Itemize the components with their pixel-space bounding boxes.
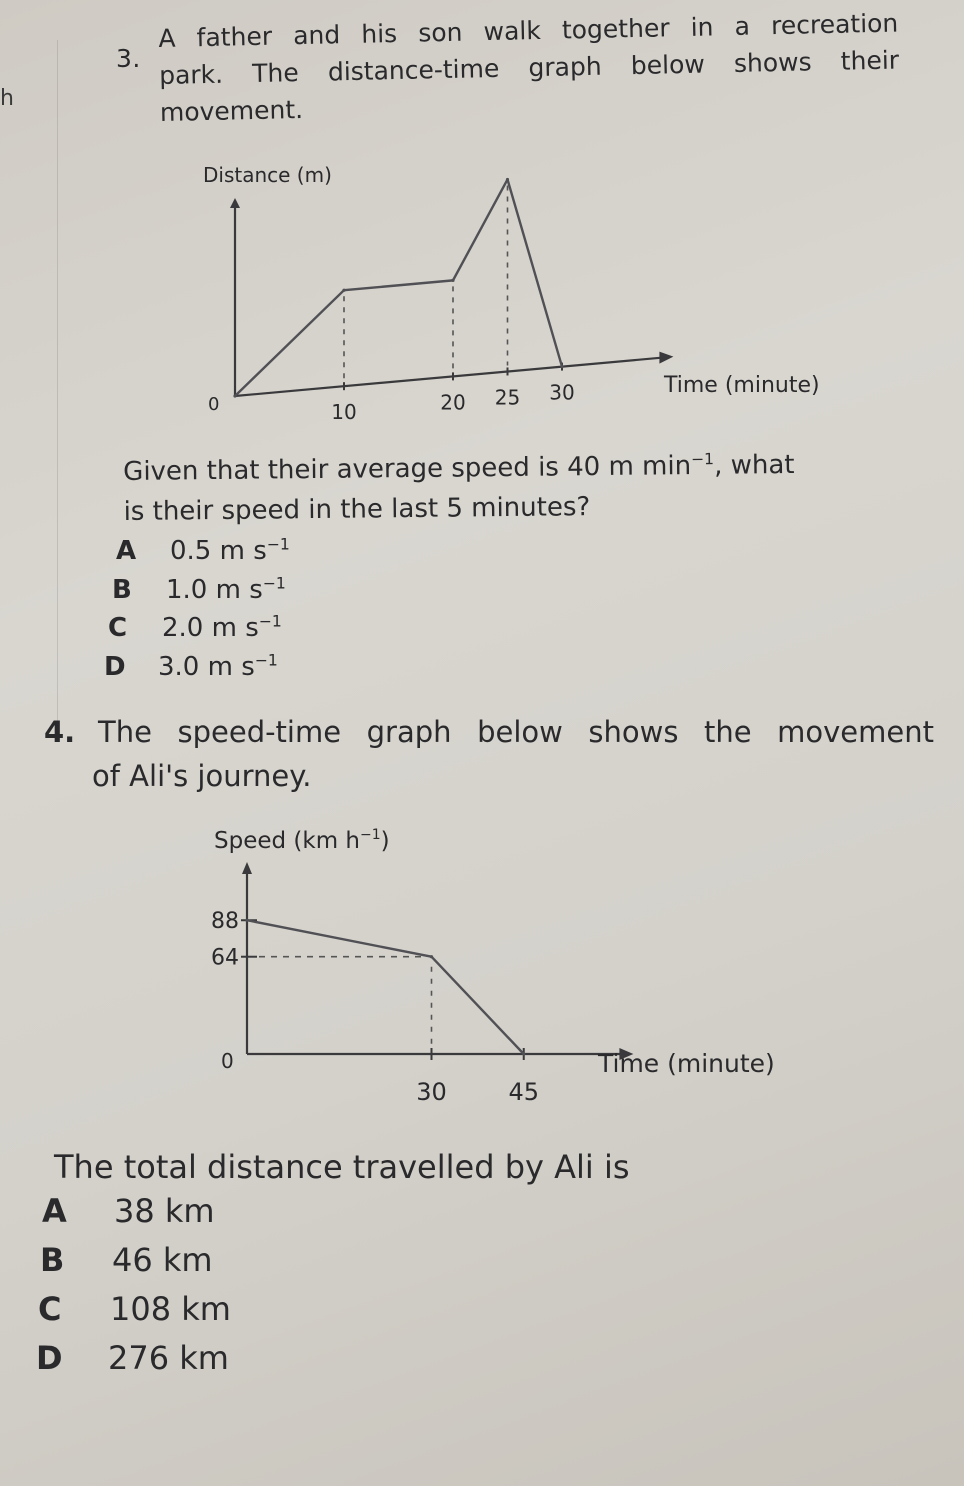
origin-label: 0 [208, 394, 220, 415]
question-4-number: 4. [44, 715, 76, 749]
question-4-stem [44, 710, 934, 798]
question-4-prompt: The total distance travelled by Ali is [54, 1148, 630, 1186]
x-tick-label: 10 [331, 400, 357, 425]
option-b[interactable] [40, 1241, 233, 1290]
option-d[interactable] [104, 652, 278, 691]
x-tick-label: 20 [440, 390, 466, 415]
question-3-prompt [123, 444, 924, 532]
line-segment-1 [235, 290, 344, 396]
option-d[interactable] [36, 1339, 229, 1388]
data-point [560, 365, 563, 368]
origin-label: 0 [221, 1049, 234, 1073]
data-point [451, 279, 454, 282]
prompt-superscript: −1 [690, 450, 715, 469]
y-axis-label-superscript: −1 [360, 827, 381, 843]
data-point [342, 289, 345, 292]
y-axis-arrow [230, 198, 240, 208]
option-superscript: −1 [258, 612, 282, 631]
data-point [233, 394, 236, 397]
option-b[interactable] [112, 575, 286, 614]
option-c[interactable] [108, 613, 282, 652]
option-letter: D [36, 1339, 63, 1377]
option-value: 108 km [110, 1290, 231, 1328]
line-segment-4 [508, 179, 563, 366]
y-tick-label: 88 [211, 909, 239, 935]
question-3-number: 3. [116, 44, 141, 73]
question-4-stem-line-1 [44, 710, 934, 754]
question-4-stem-line-2: of Ali's journey. [92, 759, 312, 793]
question-4-options [36, 1192, 229, 1388]
line-segment [247, 920, 432, 956]
y-tick-label: 64 [211, 945, 239, 971]
x-tick-label: 45 [508, 1078, 540, 1106]
x-axis-arrow [659, 352, 673, 364]
data-point [522, 1052, 525, 1055]
option-value: 1.0 m s [166, 574, 263, 605]
option-letter: A [116, 536, 137, 566]
x-tick-label: 25 [494, 385, 521, 410]
y-axis-label-text: ) [380, 828, 390, 854]
line-segment-2 [344, 280, 453, 290]
distance-time-graph [0, 150, 964, 450]
option-value: 46 km [112, 1241, 213, 1279]
question-3-prompt-line-2: is their speed in the last 5 minutes? [123, 492, 591, 527]
y-axis-label-text: Speed (km h [214, 828, 360, 854]
option-c[interactable] [38, 1290, 231, 1339]
option-letter: C [108, 613, 128, 643]
stem-text: The speed-time graph below shows the movement [98, 715, 934, 749]
data-point [506, 178, 509, 181]
line-segment [432, 957, 524, 1054]
option-superscript: −1 [262, 573, 286, 592]
option-superscript: −1 [266, 535, 290, 554]
speed-time-graph [0, 815, 964, 1125]
data-point [430, 955, 433, 958]
option-value: 2.0 m s [162, 613, 259, 643]
option-superscript: −1 [254, 650, 278, 669]
option-value: 38 km [114, 1192, 215, 1230]
option-a[interactable] [116, 536, 290, 575]
y-axis-arrow [242, 862, 252, 874]
x-axis-label: Time (minute) [664, 373, 820, 398]
option-a[interactable] [42, 1192, 235, 1241]
edge-mark: h [0, 86, 14, 111]
x-axis-label: Time (minute) [598, 1049, 775, 1078]
option-letter: D [104, 651, 126, 682]
question-3-stem-line: movement. [159, 94, 304, 127]
option-letter: A [42, 1192, 67, 1230]
data-point [245, 919, 248, 922]
option-letter: C [38, 1290, 62, 1328]
prompt-text: , what [713, 449, 795, 481]
question-3-stem-line: park. The distance-time graph below shows their [158, 45, 900, 90]
question-3-stem-line: A father and his son walk together in a recreation [158, 8, 899, 53]
line-segment-3 [453, 179, 508, 280]
question-3-options [104, 535, 290, 690]
option-letter: B [112, 574, 132, 605]
y-axis-label [214, 827, 390, 854]
option-letter: B [40, 1241, 65, 1279]
question-3-stem [158, 5, 900, 131]
x-tick-label: 30 [549, 380, 575, 405]
y-axis-label: Distance (m) [203, 163, 332, 187]
prompt-text: Given that their average speed is 40 m min [123, 451, 692, 487]
option-value: 3.0 m s [158, 651, 255, 682]
option-value: 276 km [108, 1339, 229, 1377]
option-value: 0.5 m s [170, 536, 267, 566]
x-tick-label: 30 [416, 1078, 447, 1106]
